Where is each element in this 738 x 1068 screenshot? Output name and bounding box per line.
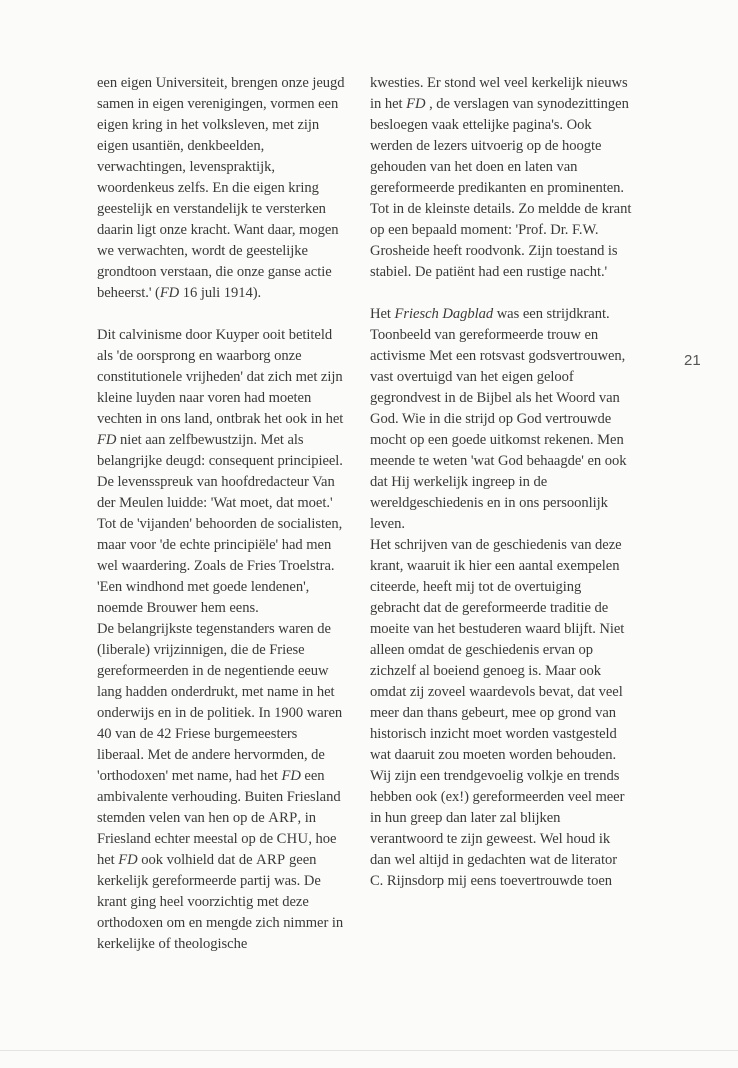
arp-abbrev: ARP: [268, 810, 298, 826]
paragraph: Het schrijven van de geschiedenis van deze krant, waaruit ik hier een aantal exempelen citeerde, heeft mij tot de overtuiging gebracht dat de gereformeerde traditie de moeite van het bestuderen waard blijft. Niet alleen omdat de geschiedenis ervan op zichzelf al boeiend genoeg is. Maar ook omdat zij zoveel waardevols bevat, dat veel meer dan thans gebeurt, mee op grond van historisch inzicht moet worden vastgesteld wat daaruit zou moeten worden behouden. Wij zijn een trendgevoelig volkje en trends hebben ook (ex!) gereformeerden veel meer in hun greep dan later zal blijken verantwoord te zijn geweest. Wel houd ik dan wel altijd in gedachten wat de literator C. Rijnsdorp mij eens toevertrouwde toen: [370, 537, 625, 889]
arp-abbrev: ARP: [256, 852, 286, 868]
paragraph: Dit calvinisme door Kuyper ooit betiteld als 'de oorsprong en waarborg onze constitutionele vrijheden' dat zich met zijn kleine luyden naar voren had moeten vechten in ons land, ontbrak het ook in het FD niet aan zelfbewustzijn. Met als belangrijke deugd: consequent principieel. De levensspreuk van hoofdredacteur Van der Meulen luidde: 'Wat moet, dat moet.' Tot de 'vijanden' behoorden de socialisten, maar voor 'de echte principiële' had men wel waardering. Zoals de Fries Troelstra. 'Een windhond met goede lendenen', noemde Brouwer hem eens.: [97, 327, 344, 616]
fd-abbrev: FD: [406, 96, 426, 112]
fd-abbrev: FD: [118, 852, 138, 868]
page-number: 21: [684, 352, 701, 369]
paragraph: kwesties. Er stond wel veel kerkelijk nieuws in het FD , de verslagen van synodezittingen besloegen vaak ettelijke pagina's. Ook werden de lezers uitvoerig op de hoogte gehouden van het doen en laten van gereformeerde predikanten en prominenten. Tot in de kleinste details. Zo meldde de krant op een bepaald moment: 'Prof. Dr. F.W. Grosheide heeft roodvonk. Zijn toestand is stabiel. De patiënt had een rustige nacht.': [370, 75, 632, 280]
left-column: [97, 73, 347, 955]
fd-abbrev: FD: [97, 432, 117, 448]
fd-abbrev: FD: [159, 285, 180, 301]
page-edge-divider: [0, 1050, 738, 1051]
newspaper-title: Friesch Dagblad: [394, 306, 494, 322]
paragraph: een eigen Universiteit, brengen onze jeugd samen in eigen verenigingen, vormen een eigen kring in het volksleven, met zijn eigen usantiën, denkbeelden, verwachtingen, levenspraktijk, woordenkeus zelfs. En die eigen kring geestelijk en verstandelijk te versterken daarin ligt onze kracht. Want daar, mogen we verwachten, wordt de geestelijke grondtoon verstaan, die onze ganse actie beheerst.' (FD 16 juli 1914).: [97, 75, 345, 301]
chu-abbrev: CHU: [276, 831, 309, 847]
paragraph: De belangrijkste tegenstanders waren de (liberale) vrijzinnigen, die de Friese gereformeerden in de negentiende eeuw lang hadden onderdrukt, met name in het onderwijs en in de politiek. In 1900 waren 40 van de 42 Friese burgemeesters liberaal. Met de andere hervormden, de 'orthodoxen' met name, had het FD een ambivalente verhouding. Buiten Friesland stemden velen van hen op de ARP, in Friesland echter meestal op de CHU, hoe het FD ook volhield dat de ARP geen kerkelijk gereformeerde partij was. De krant ging heel voorzichtig met deze orthodoxen om en mengde zich nimmer in kerkelijke of theologische: [97, 621, 344, 952]
fd-abbrev: FD: [281, 768, 301, 784]
paragraph: Het Friesch Dagblad was een strijdkrant. Toonbeeld van gereformeerde trouw en activisme Met een rotsvast godsvertrouwen, vast overtuigd van het eigen geloof gegrondvest in de Bijbel als het Woord van God. Wie in die strijd op God vertrouwde mocht op een goede uitkomst rekenen. Men meende te weten 'wat God behaagde' en ook dat Hij werkelijk ingreep in de wereldgeschiedenis en in ons persoonlijk leven.: [370, 306, 627, 532]
right-column: [370, 73, 632, 892]
